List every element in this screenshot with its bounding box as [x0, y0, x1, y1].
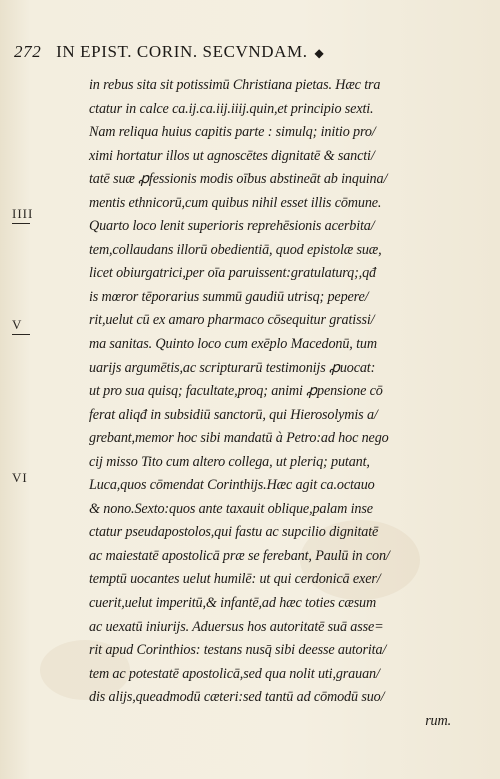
text-line: cuerit,uelut imperitū,& infantē,ad hæc toties cæsum: [89, 595, 377, 612]
text-line: ferat aliqđ in subsidiū sanctorū, qui Hierosolymis a/: [89, 406, 378, 423]
text-line: rit apud Corinthios: testans nusq̄ sibi deesse autorita/: [89, 642, 387, 659]
margin-note-6: VI: [12, 470, 28, 485]
text-line: ut pro sua quisq; facultate,proq; animi ꝓpensione cō: [89, 383, 383, 400]
text-line: ac uexatū iniurijs. Aduersus hos autoritatē suā asse=: [89, 618, 384, 635]
text-line: ac maiestatē apostolicā præ se ferebant, Paulū in con/: [89, 547, 390, 564]
text-line: mentis ethnicorū,cum quibus nihil esset illis cōmune.: [89, 194, 382, 211]
ornament-icon: ◆: [314, 46, 325, 60]
text-line: tem ac potestatē apostolicā,sed qua nolit uti,grauan/: [89, 665, 380, 682]
body-text: [89, 74, 469, 733]
text-line: ctatur pseudapostolos,qui fastu ac supcilio dignitatē: [89, 524, 379, 541]
text-line-last: rum.: [425, 712, 451, 729]
text-line: grebant,memor hoc sibi mandatū à Petro:ad hoc nego: [89, 430, 389, 447]
text-line: in rebus sita sit potissimū Christiana pietas. Hæc tra: [89, 77, 381, 93]
running-header: [14, 42, 484, 70]
text-line: ctatur in calce ca.ij.ca.iij.iiij.quin,et principio sexti.: [89, 100, 374, 117]
text-line: dis alijs,queadmodū cæteri:sed tantū ad cōmodū suo/: [89, 689, 385, 706]
margin-note-4: IIII: [12, 206, 33, 224]
text-line: Luca,quos cōmendat Corinthijs.Hæc agit ca.octauo: [89, 477, 375, 494]
text-line: & nono.Sexto:quos ante taxauit oblique,palam inse: [89, 500, 373, 517]
text-line: temptū uocantes uelut humilē: ut qui cerdonicā exer/: [89, 571, 381, 588]
running-title: IN EPIST. CORIN. SECVNDAM.: [56, 42, 308, 61]
text-line: rit,uelut cū ex amaro pharmaco cōsequitur gratissi/: [89, 312, 375, 329]
text-line: tatē suæ ꝓfessionis modis oībus abstineāt ab inquina/: [89, 171, 388, 188]
text-line: uarijs argumētis,ac scripturarū testimonijs ꝓuocat:: [89, 359, 376, 376]
text-line: ximi hortatur illos ut agnoscētes dignitatē & sancti/: [89, 147, 375, 164]
text-line: Quarto loco lenit superioris reprehēsionis acerbita/: [89, 218, 375, 235]
margin-note-5: V: [12, 317, 30, 335]
text-line: is mœror tēporarius summū gaudiū utrisq; pepere/: [89, 288, 369, 305]
text-line: tem,collaudans illorū obedientiā, quod epistolæ suæ,: [89, 241, 382, 258]
text-line: cij misso Tito cum altero collega, ut pleriq; putant,: [89, 453, 370, 470]
page-number: 272: [14, 42, 42, 61]
text-line: licet obiurgatrici,per oīa paruissent:gratulaturq;,qđ: [89, 265, 376, 282]
text-line: ma sanitas. Quinto loco cum exēplo Macedonū, tum: [89, 336, 377, 353]
text-line: Nam reliqua huius capitis parte : simulq; initio pro/: [89, 124, 376, 141]
